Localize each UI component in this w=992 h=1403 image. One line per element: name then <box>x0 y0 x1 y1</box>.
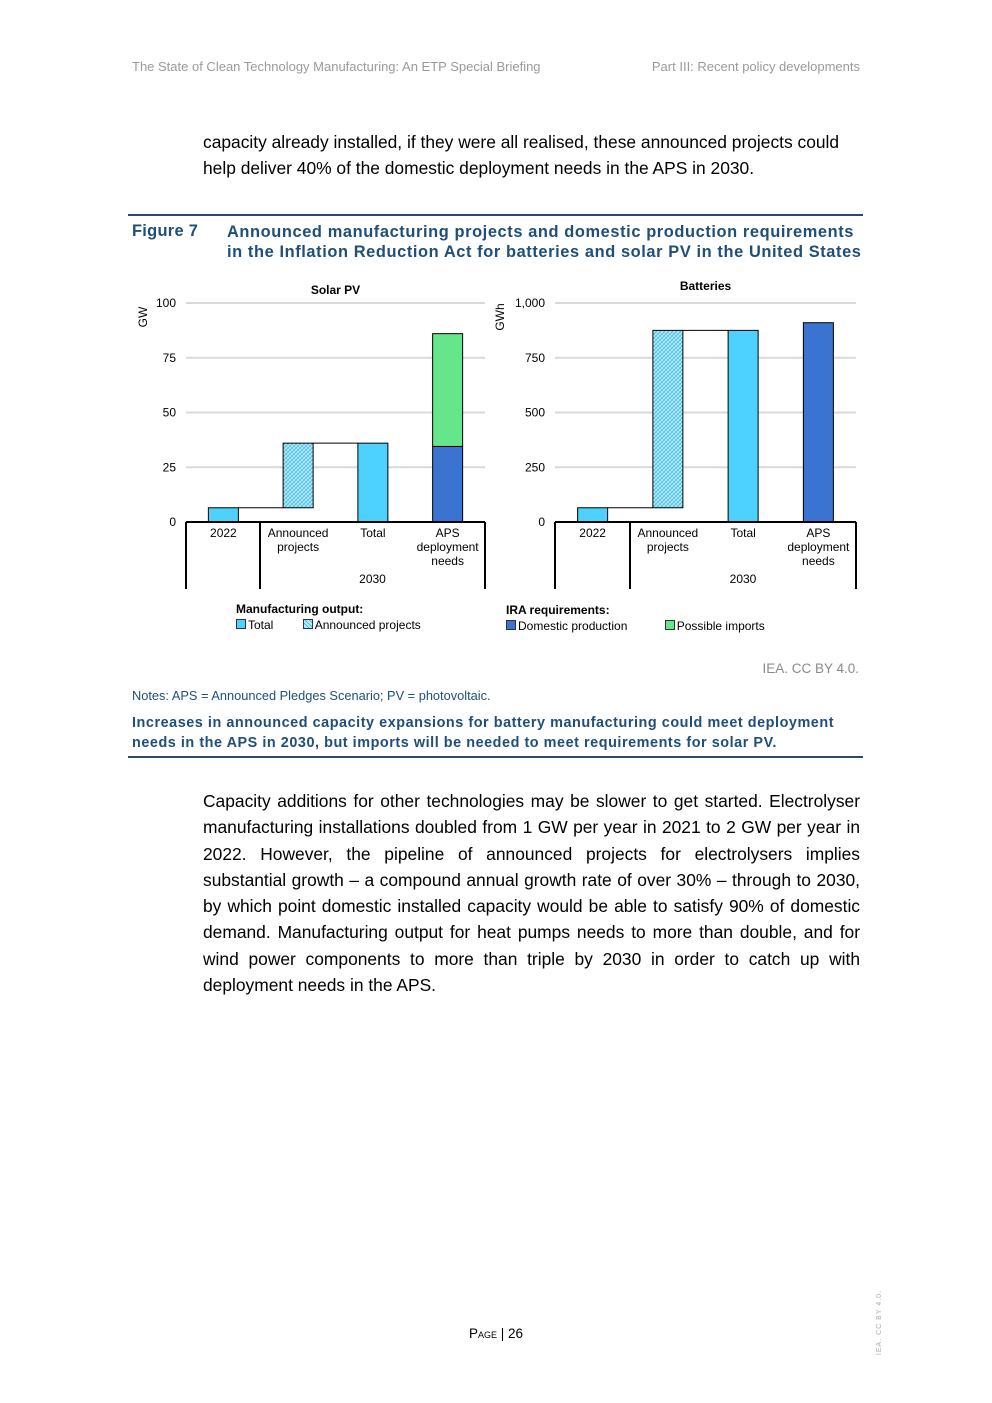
footer-page-word: Page <box>468 1326 497 1341</box>
solar-pv-y-tick-label: 25 <box>162 460 176 475</box>
solar-pv-y-tick-label: 50 <box>162 405 176 420</box>
batteries-y-tick-label: 750 <box>524 350 545 365</box>
page-footer <box>0 1326 992 1341</box>
legend-item-domestic <box>506 619 627 633</box>
batteries-x-tick-label: Total <box>730 526 756 540</box>
figure-charts <box>0 0 992 660</box>
batteries-y-axis-label: GWh <box>493 303 507 331</box>
batteries-x-tick-label: APS deployment needs <box>787 526 850 568</box>
solar-pv-group-label: 2030 <box>359 572 386 586</box>
legend-manufacturing-output <box>236 602 447 632</box>
side-watermark: IEA. CC BY 4.0. <box>876 1290 883 1356</box>
batteries-bar-announced-projects-announced-projects <box>653 330 683 507</box>
figure-label: Figure 7 <box>132 222 199 240</box>
figure-title: Announced manufacturing projects and domestic production requirements in the Inflation Reduction Act for batteries and solar PV in the United States <box>227 223 862 261</box>
figure-caption: Increases in announced capacity expansions for battery manufacturing could meet deployment needs in the APS in 2030, but imports will be needed to meet requirements for solar PV. <box>132 715 835 751</box>
legend-swatch-announced <box>303 619 313 629</box>
solar-pv-bar-aps-deployment-needs-possible-imports <box>433 334 463 447</box>
solar-pv-x-tick-label: 2022 <box>210 526 237 540</box>
legend-swatch-imports <box>665 620 675 630</box>
batteries-bar-total-total <box>728 330 758 522</box>
solar-pv-x-tick-label: APS deployment needs <box>416 526 479 568</box>
page-number: 26 <box>508 1326 524 1341</box>
solar-pv-y-tick-label: 0 <box>169 515 176 529</box>
solar-pv-y-tick-label: 100 <box>155 296 176 310</box>
batteries-y-tick-label: 1,000 <box>514 296 545 310</box>
body-paragraph: Capacity additions for other technologies may be slower to get started. Electrolyser manufacturing installations doubled from 1 GW per year in 2021 to 2 GW per year in 2022. However, the pipeline of announced projects for electrolysers implies substantial growth – a compound annual growth rate of over 30% – through to 2030, by which point domestic installed capacity would be able to satisfy 90% of domestic demand. Manufacturing output for heat pumps needs to more than double, and for wind power components to more than triple by 2030 in order to catch up with deployment needs in the APS. <box>203 791 860 996</box>
solar-pv-y-axis-label: GW <box>136 306 150 328</box>
batteries-bar-aps-deployment-needs-domestic-production <box>803 323 833 522</box>
figure-bottom-rule <box>128 756 863 758</box>
batteries-y-tick-label: 250 <box>524 460 545 475</box>
batteries-y-tick-label: 500 <box>524 405 545 420</box>
legend-label-imports: Possible imports <box>676 619 765 633</box>
solar-pv-bar-total-total <box>358 443 388 522</box>
legend-label-domestic: Domestic production <box>518 619 628 633</box>
intro-paragraph: capacity already installed, if they were all realised, these announced projects could help deliver 40% of the domestic deployment needs in the APS in 2030. <box>203 132 840 178</box>
solar-pv-chart-title: Solar PV <box>310 283 361 297</box>
footer-separator: | <box>496 1326 508 1341</box>
solar-pv-bar-announced-projects-announced-projects <box>283 443 313 508</box>
figure-credit: IEA. CC BY 4.0. <box>762 661 859 676</box>
legend-swatch-total <box>236 619 246 629</box>
legend-output-heading: Manufacturing output: <box>236 602 364 616</box>
batteries-group-label: 2030 <box>729 572 757 586</box>
legend-ira-requirements <box>506 603 791 633</box>
solar-pv-bar-aps-deployment-needs-domestic-production <box>433 446 463 522</box>
legend-label-total: Total <box>248 618 274 632</box>
batteries-y-tick-label: 0 <box>538 515 545 529</box>
legend-ira-heading: IRA requirements: <box>506 603 610 617</box>
solar-pv-x-tick-label: Total <box>360 526 386 540</box>
solar-pv-bar-2022-total <box>208 508 238 522</box>
running-header-title: The State of Clean Technology Manufacturing: An ETP Special Briefing <box>132 59 541 74</box>
legend-label-announced: Announced projects <box>314 618 421 632</box>
legend-swatch-domestic <box>506 620 516 630</box>
batteries-bar-2022-total <box>578 508 608 522</box>
legend-item-imports <box>665 619 765 633</box>
batteries-chart-title: Batteries <box>679 279 732 293</box>
figure-notes: Notes: APS = Announced Pledges Scenario; PV = photovoltaic. <box>132 688 491 703</box>
running-header-section: Part III: Recent policy developments <box>651 59 860 74</box>
legend-item-total <box>236 618 273 632</box>
solar-pv-y-tick-label: 75 <box>162 350 176 365</box>
batteries-x-tick-label: 2022 <box>579 526 606 540</box>
batteries-x-tick-label: Announced projects <box>637 526 699 554</box>
solar-pv-x-tick-label: Announced projects <box>267 526 329 554</box>
legend-item-announced <box>303 618 421 632</box>
